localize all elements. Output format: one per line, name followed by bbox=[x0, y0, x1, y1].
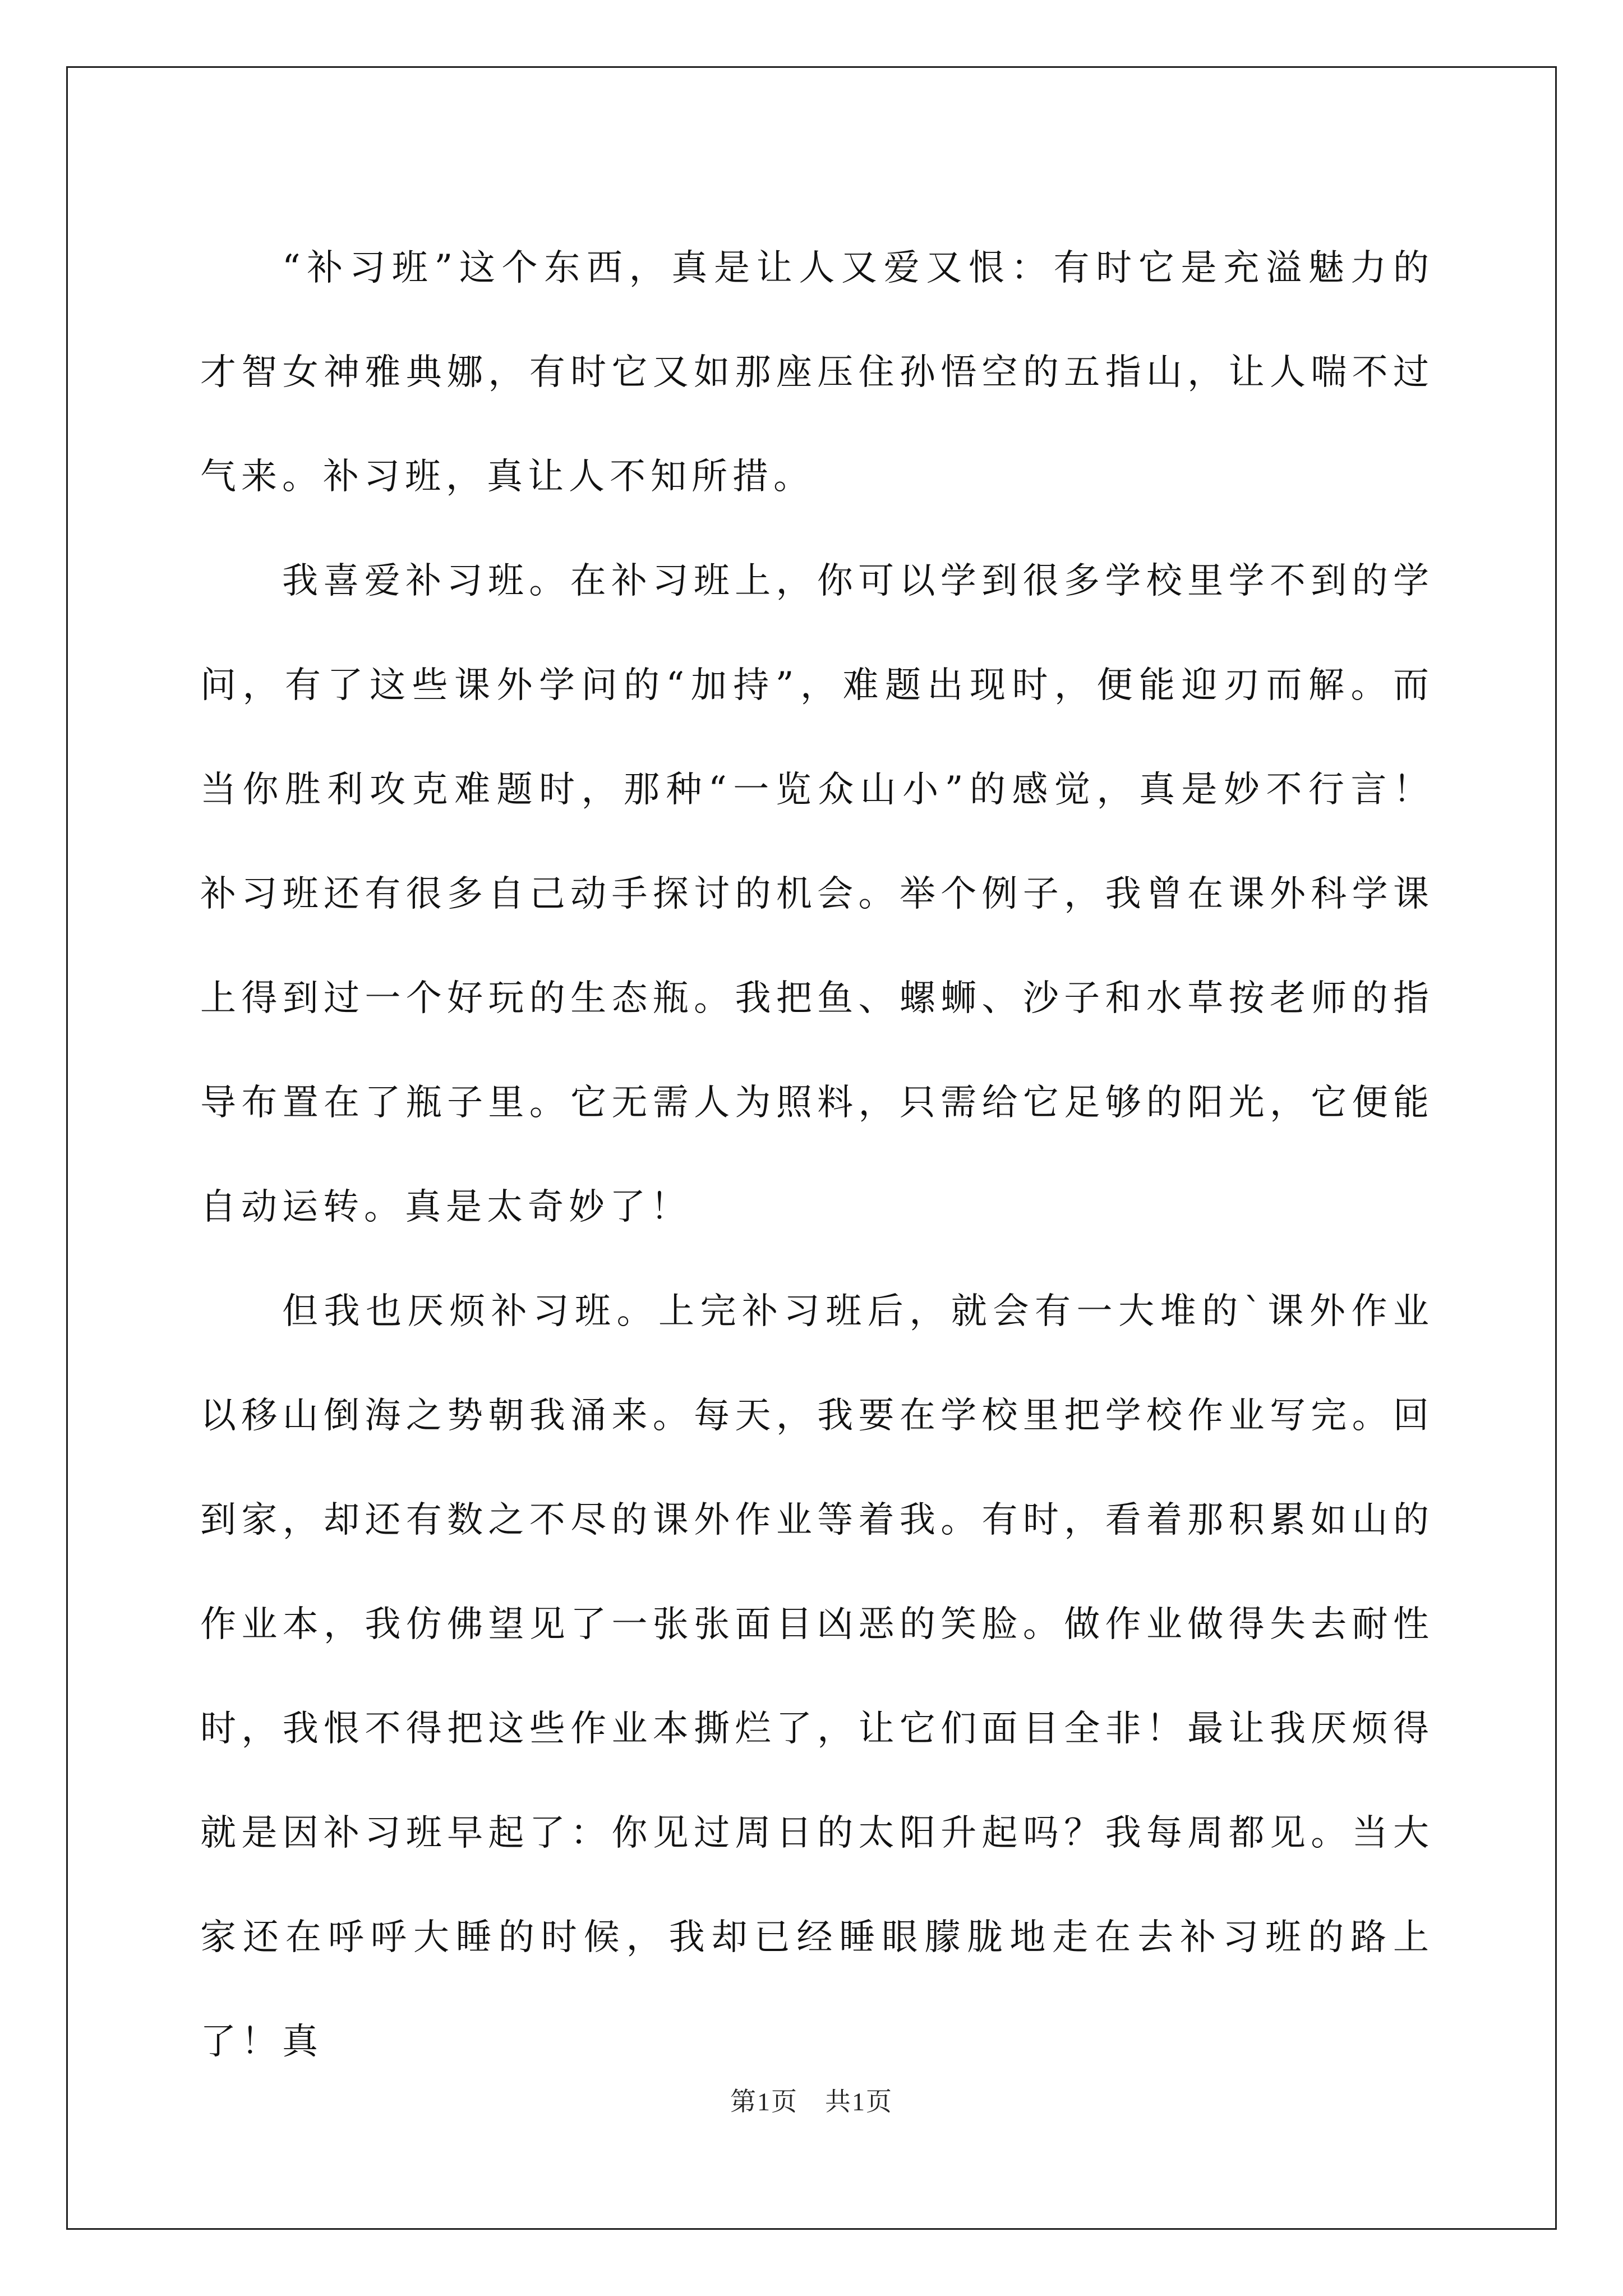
document-body bbox=[200, 216, 1434, 2094]
paragraph-2: 我喜爱补习班。在补习班上，你可以学到很多学校里学不到的学问，有了这些课外学问的“加持”，难题出现时，便能迎刃而解。而当你胜利攻克难题时，那种“一览众山小”的感觉，真是妙不行言！补习班还有很多自己动手探讨的机会。举个例子，我曾在课外科学课上得到过一个好玩的生态瓶。我把鱼、螺蛳、沙子和水草按老师的指导布置在了瓶子里。它无需人为照料，只需给它足够的阳光，它便能自动运转。真是太奇妙了！ bbox=[200, 560, 1434, 1228]
paragraph-3: 但我也厌烦补习班。上完补习班后，就会有一大堆的`课外作业以移山倒海之势朝我涌来。每天，我要在学校里把学校作业写完。回到家，却还有数之不尽的课外作业等着我。有时，看着那积累如山的作业本，我仿佛望见了一张张面目凶恶的笑脸。做作业做得失去耐性时，我恨不得把这些作业本撕烂了，让它们面目全非！最让我厌烦得就是因补习班早起了：你见过周日的太阳升起吗？我每周都见。当大家还在呼呼大睡的时候，我却已经睡眼朦胧地走在去补习班的路上了！真 bbox=[200, 1291, 1434, 2063]
page-number-footer: 第1页 共1页 bbox=[730, 2087, 893, 2116]
paragraph-1: “补习班”这个东西，真是让人又爱又恨：有时它是充溢魅力的才智女神雅典娜，有时它又如那座压住孙悟空的五指山，让人喘不过气来。补习班，真让人不知所措。 bbox=[200, 247, 1434, 498]
